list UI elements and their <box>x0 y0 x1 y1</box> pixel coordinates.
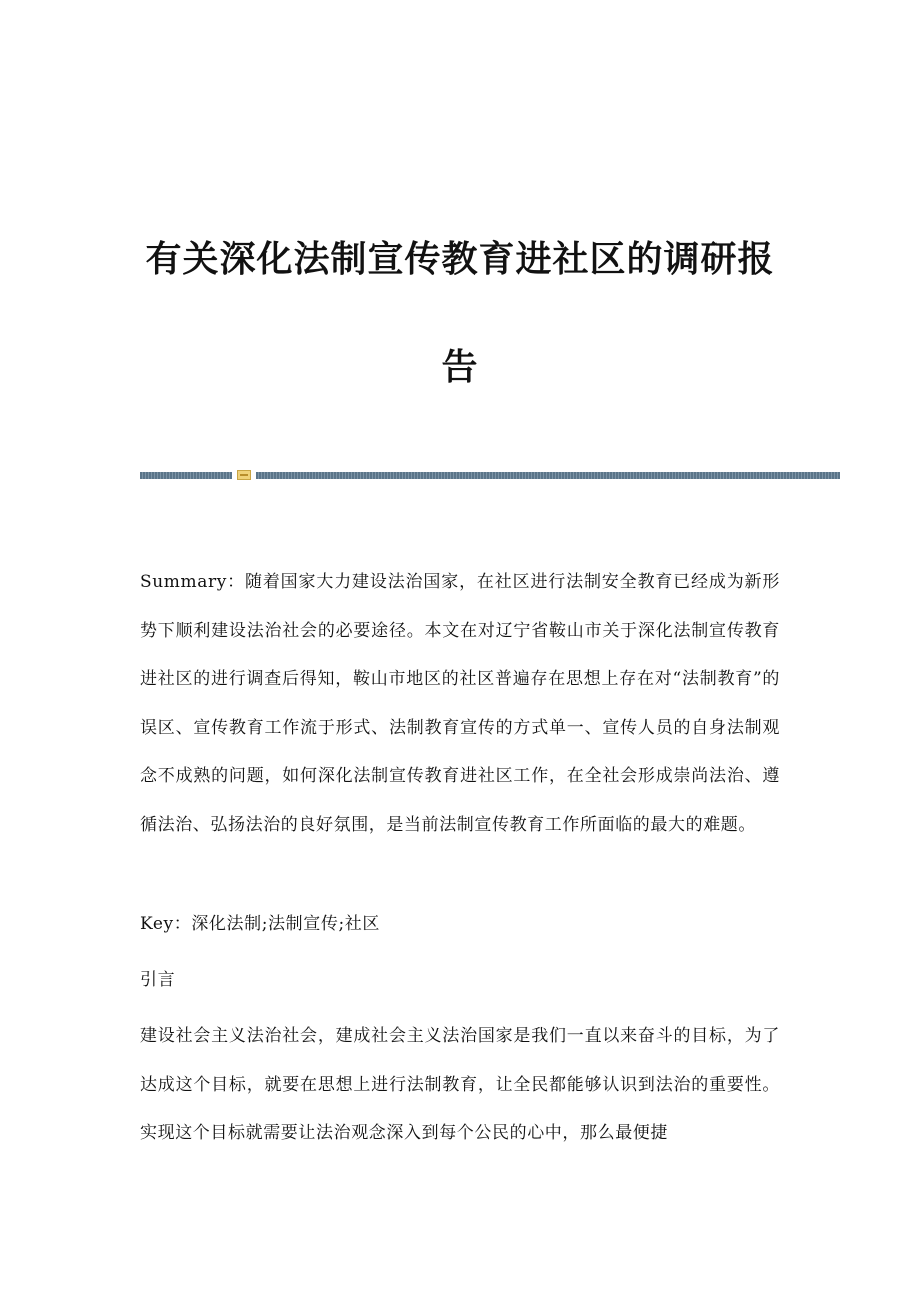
keywords-line <box>140 900 780 949</box>
divider-bar-right <box>256 472 840 479</box>
keywords-label: Key： <box>140 914 192 934</box>
divider-emblem-icon <box>237 470 251 480</box>
document-title: 有关深化法制宣传教育进社区的调研报告 <box>145 238 775 388</box>
summary-label: Summary： <box>140 572 245 592</box>
intro-paragraph: 建设社会主义法治社会，建成社会主义法治国家是我们一直以来奋斗的目标，为了达成这个目标，就要在思想上进行法制教育，让全民都能够认识到法治的重要性。实现这个目标就需要让法治观念深入到每个公民的心中，那么最便捷 <box>140 1026 780 1143</box>
summary-text: 随着国家大力建设法治国家，在社区进行法制安全教育已经成为新形势下顺利建设法治社会的必要途径。本文在对辽宁省鞍山市关于深化法制宣传教育进社区的进行调查后得知，鞍山市地区的社区普遍存在思想上存在对“法制教育”的误区、宣传教育工作流于形式、法制教育宣传的方式单一、宣传人员的自身法制观念不成熟的问题，如何深化法制宣传教育进社区工作，在全社会形成崇尚法治、遵循法治、弘扬法治的良好氛围，是当前法制宣传教育工作所面临的最大的难题。 <box>140 572 780 835</box>
title-divider <box>140 470 840 480</box>
summary-paragraph <box>140 558 780 849</box>
divider-bar-left <box>140 472 232 479</box>
intro-heading: 引言 <box>140 970 176 990</box>
keywords-text: 深化法制;法制宣传;社区 <box>191 914 380 934</box>
